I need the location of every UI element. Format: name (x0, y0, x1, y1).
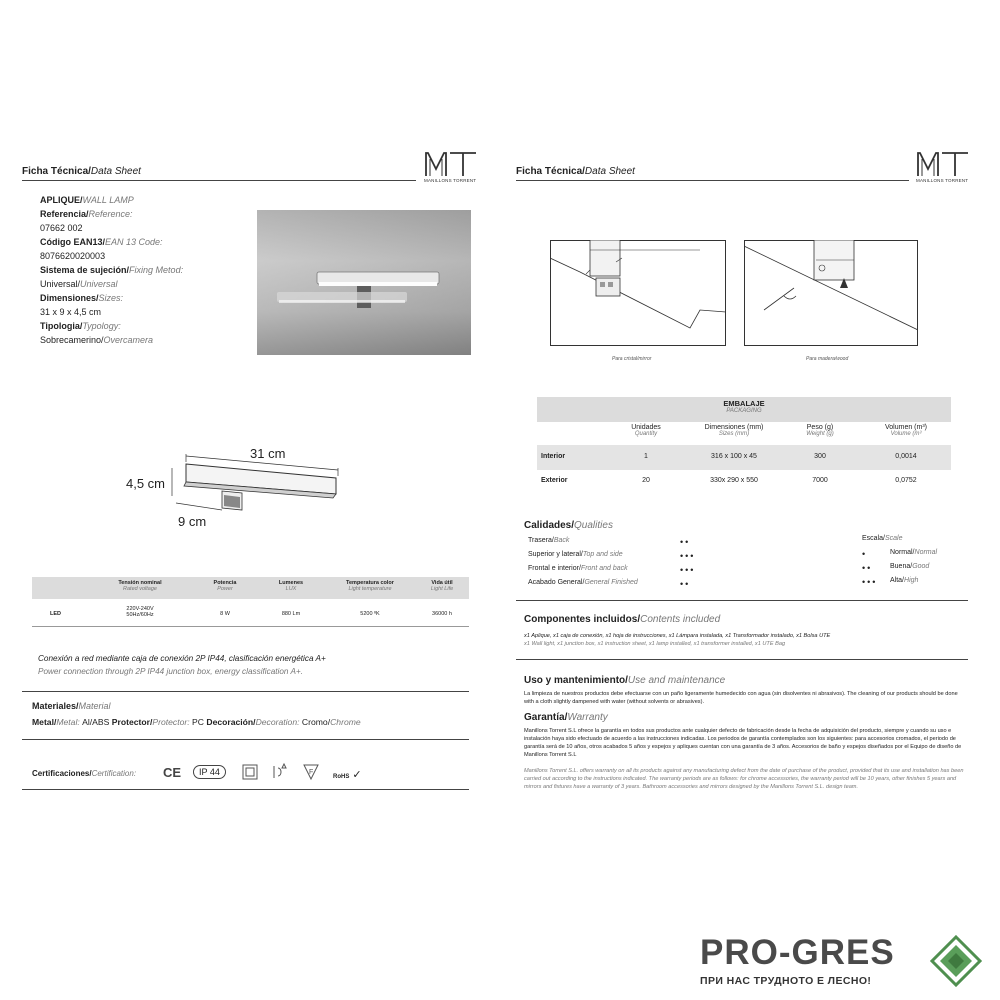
pkg-exterior-size: 330x 290 x 550 (710, 477, 758, 484)
spec-voltage: 220V-240V 50Hz/60Hz (126, 606, 154, 618)
pkg-header-size: Dimensiones (mm) Sizes (mm) (704, 424, 764, 437)
typology-label: Tipologia/Typology: (40, 321, 121, 331)
qualities-title: Calidades/Qualities (524, 520, 613, 531)
certifications-label: Certificaciones/Certification: (32, 769, 137, 778)
rohs-icon: RoHS ✓ (333, 769, 362, 781)
qualities-rule (516, 600, 968, 601)
warranty-en: Manillons Torrent S.L. offers warranty on all its products against any manufacturing defect from the date of purchase of the product, provided that its use and installation has been carried out according to the instructions indicated. The warranty periods are as follows: for chrome accessories, the warranty period will be 10 years, other finishes 5 years and mirrors and fixtures have a warranty of 3 years. Bathroom accessories and mirrors designed by the Manillons Torrent S.L. design team. (524, 768, 964, 790)
pkg-header-qty: Unidades Quantity (631, 424, 661, 437)
spec-power: 8 W (220, 611, 230, 617)
scale-high-dots: ••• (862, 577, 878, 587)
pkg-interior-volume: 0,0014 (895, 453, 917, 460)
product-spec-block (40, 193, 250, 347)
typology-value: Sobrecamerino/Overcamera (40, 335, 154, 345)
depth-label: 9 cm (178, 514, 207, 529)
pkg-interior-weight: 300 (814, 453, 826, 460)
quality-general-dots: •• (680, 579, 691, 589)
quality-general: Acabado General/General Finished (528, 579, 638, 586)
spec-temperature: 5200 ºK (360, 611, 380, 617)
spec-header-life: Vida útil Light Life (430, 580, 454, 592)
components-es: x1 Aplique, x1 caja de conexión, x1 hoja de instrucciones, x1 Lámpara instalada, x1 Transformador instalado, x1 Bolsa UTE (524, 633, 831, 639)
pkg-row-interior-label: Interior (541, 453, 566, 460)
svg-text:F: F (309, 769, 314, 776)
spec-life: 36000 h (432, 611, 452, 617)
use-title: Uso y mantenimiento/Use and maintenance (524, 675, 726, 686)
ce-icon: CE (163, 765, 182, 780)
spec-row-led: LED (50, 611, 61, 617)
mirror-caption: Para cristal/mirror (612, 356, 652, 362)
spec-header-temperature: Temperatura color Light temperature (346, 580, 394, 592)
packaging-title: EMBALAJE PACKAGING (723, 399, 765, 414)
right-logo (916, 151, 976, 183)
scale-high: Alta/High (890, 577, 919, 584)
spec-header-voltage: Tensión nominal Rated voltage (118, 580, 162, 592)
components-en: x1 Wall light, x1 junction box, x1 instruction sheet, x1 lamp installed, x1 transformer installed, x1 UTE Bag (524, 641, 786, 647)
spec-lumens: 880 Lm (281, 611, 301, 617)
mirror-install-illustration (550, 240, 726, 346)
scale-title: Escala/Scale (862, 535, 903, 542)
ref-label: Referencia/Reference: (40, 209, 133, 219)
fixing-value: Universal/Universal (40, 279, 118, 289)
pro-gres-brand (700, 935, 895, 987)
f-mark-icon (302, 763, 320, 781)
mt-logo-icon (916, 151, 970, 177)
pkg-exterior-volume: 0,0752 (895, 477, 917, 484)
pkg-exterior-weight: 7000 (812, 477, 828, 484)
pkg-row-exterior-label: Exterior (541, 477, 568, 484)
quality-back-dots: •• (680, 537, 691, 547)
sizes-label: Dimensiones/Sizes: (40, 293, 124, 303)
pkg-header-weight: Peso (g) Weight (g) (806, 424, 834, 437)
materials-rule (22, 691, 469, 692)
quality-back: Trasera/Back (528, 537, 570, 544)
ref-value: 07662 002 (40, 223, 83, 233)
height-label: 4,5 cm (126, 476, 166, 491)
product-type: APLIQUE/WALL LAMP (40, 195, 134, 205)
pkg-exterior-qty: 20 (642, 477, 650, 484)
certifications-rule (22, 789, 469, 790)
connection-en: Power connection through 2P IP44 junction box, energy classification A+. (38, 667, 303, 676)
warranty-title: Garantía/Warranty (524, 712, 608, 723)
connection-es: Conexión a red mediante caja de conexión 2P IP44, clasificación energética A+ (38, 654, 326, 663)
sizes-value: 31 x 9 x 4,5 cm (40, 307, 102, 317)
left-header-title: Ficha Técnica/Data Sheet (22, 166, 141, 177)
scale-normal: Normal/Normal (890, 549, 938, 556)
materials-bottom-rule (22, 739, 469, 740)
scale-normal-dots: • (862, 549, 868, 559)
fixing-label: Sistema de sujeción/Fixing Metod: (40, 265, 184, 275)
quality-top-side-dots: ••• (680, 551, 696, 561)
components-title: Componentes incluidos/Contents included (524, 614, 721, 625)
wood-install-illustration (744, 240, 918, 346)
brand-name: PRO-GRES (700, 933, 895, 972)
right-header-title: Ficha Técnica/Data Sheet (516, 166, 635, 177)
use-text: La limpieza de nuestros productos debe efectuarse con un paño ligeramente humedecido con agua (sin disolventes ni abrasivos). The cleaning of our products should be done with a cloth slightly dampened with water (without solvents or abrasives). (524, 691, 958, 705)
warranty-es: Manillons Torrent S.L ofrece la garantía en todos sus productos ante cualquier defecto de fabricación desde la fecha de adquisición del producto, siempre y cuando su uso e instalación haya sido efectuado de acuerdo a las instrucciones indicadas. Los periodos de garantía contemplados son los siguientes: para accesorios cromados, el periodo de garantía será de 10 años, otros acabados 5 años y espejos y apliques cuentan con una garantía de 3 años. Accesorios de baño y espejos diseñados por el Equipo de diseño de Manillons Torrent S.L (524, 728, 962, 758)
scale-good-dots: •• (862, 563, 873, 573)
class-ii-icon (242, 764, 258, 780)
logo-subtitle: MANILLONS TORRENT (424, 178, 477, 183)
transformer-icon (270, 762, 290, 782)
quality-front: Frontal e interior/Front and back (528, 565, 628, 572)
wood-caption: Para madera/wood (806, 356, 849, 362)
logo-subtitle: MANILLONS TORRENT (916, 178, 969, 183)
components-rule (516, 659, 968, 660)
materials-line: Metal/Metal: Al/ABS Protector/Protector: PC Decoración/Decoration: Cromo/Chrome (32, 717, 361, 727)
quality-front-dots: ••• (680, 565, 696, 575)
pkg-interior-qty: 1 (644, 453, 648, 460)
scale-good: Buena/Good (890, 563, 930, 570)
left-logo (424, 151, 484, 183)
spec-table-bottom-rule (32, 626, 469, 627)
ean-value: 8076620020003 (40, 251, 106, 261)
brand-slogan: ПРИ НАС ТРУДНОТО Е ЛЕСНО! (700, 975, 872, 987)
lamp-photo-illustration (257, 210, 471, 355)
pkg-header-volume: Volumen (m³) Volume (m³ (884, 424, 927, 437)
ip44-icon: IP 44 (193, 765, 226, 779)
left-header-rule (22, 180, 416, 181)
quality-top-side: Superior y lateral/Top and side (528, 551, 623, 558)
ean-label: Código EAN13/EAN 13 Code: (40, 237, 163, 247)
spec-header-lumens: Lumenes LUX (278, 580, 304, 592)
product-photo (257, 210, 471, 355)
right-header-rule (516, 180, 909, 181)
brand-diamond-icon (930, 935, 982, 987)
length-label: 31 cm (250, 446, 286, 461)
pkg-interior-size: 316 x 100 x 45 (711, 453, 757, 460)
spec-header-power: Potencia Power (213, 580, 237, 592)
materials-title: Materiales/Material (32, 701, 111, 711)
mt-logo-icon (424, 151, 478, 177)
